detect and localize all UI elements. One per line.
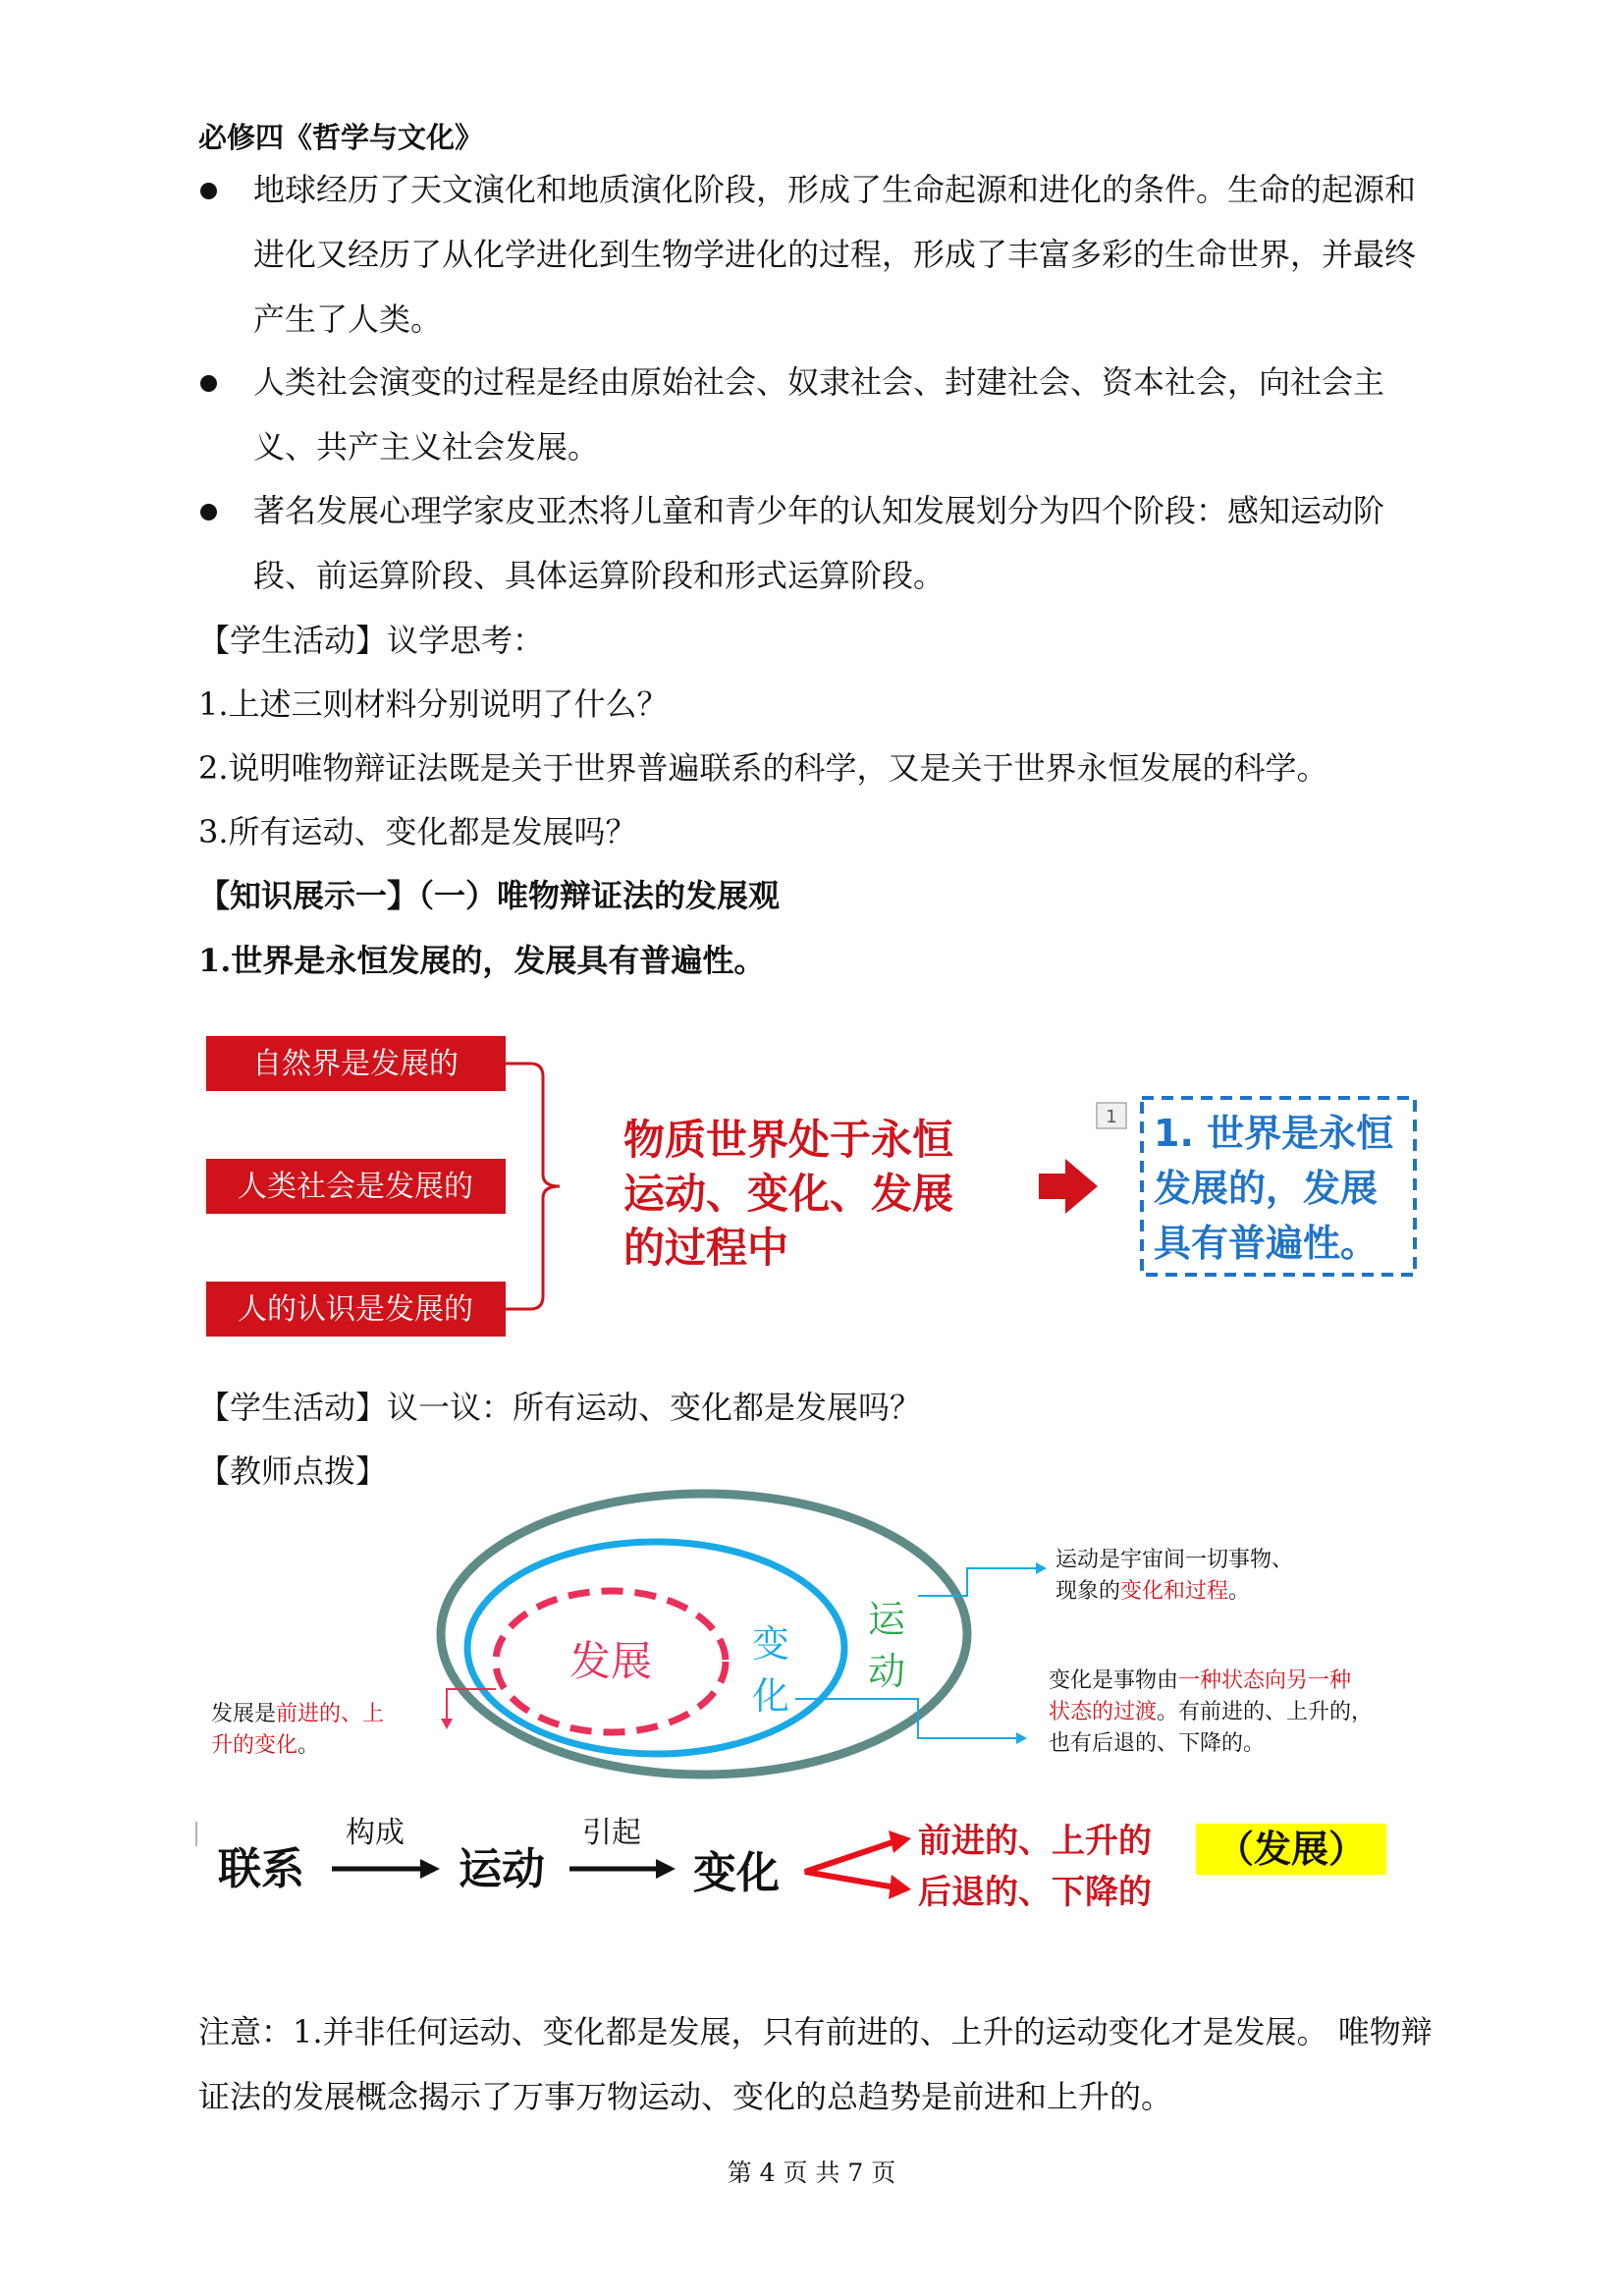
page-footer: 第 4 页 共 7 页 bbox=[727, 2159, 896, 2187]
label-development: 发展 bbox=[568, 1637, 653, 1685]
result-line-2: 发展的，发展 bbox=[1154, 1167, 1379, 1210]
course-header: 必修四《哲学与文化》 bbox=[198, 121, 484, 154]
svg-text:变化是事物由一种状态向另一种: 变化是事物由一种状态向另一种 bbox=[1049, 1668, 1352, 1693]
bullet-text: 地球经历了天文演化和地质演化阶段，形成了生命起源和进化的条件。生命的起源和进化又经历了从化学进化到生物学进化的过程，形成了丰富多彩的生命世界，并最终产生了人类。 bbox=[253, 171, 1417, 338]
word-motion: 运动 bbox=[459, 1844, 545, 1894]
note-paragraph: 注意：1.并非任何运动、变化都是发展，只有前进的、上升的运动变化才是发展。 唯物辩证法的发展概念揭示了万事万物运动、变化的总趋势是前进和上升的。 bbox=[198, 2013, 1433, 2115]
arrow-right-head-icon bbox=[420, 1859, 440, 1879]
fork-arrow-icon bbox=[805, 1841, 895, 1887]
svg-text:发展是前进的、上: 发展是前进的、上 bbox=[211, 1702, 385, 1726]
box-society-text: 人类社会是发展的 bbox=[238, 1170, 473, 1204]
question-3: 3.所有运动、变化都是发展吗？ bbox=[198, 813, 637, 850]
arrow-label-constitute: 构成 bbox=[346, 1816, 405, 1850]
label-change-1: 变 bbox=[751, 1622, 790, 1666]
teacher-guidance: 【教师点拨】 bbox=[198, 1452, 388, 1490]
question-1: 1.上述三则材料分别说明了什么？ bbox=[198, 685, 669, 723]
backward-downward: 后退的、下降的 bbox=[918, 1873, 1152, 1912]
svg-text:升的变化。: 升的变化。 bbox=[211, 1733, 320, 1758]
label-motion-1: 运 bbox=[867, 1598, 906, 1641]
fork-down-head-icon bbox=[889, 1875, 911, 1899]
svg-text:状态的过渡。有前进的、上升的，: 状态的过渡。有前进的、上升的， bbox=[1049, 1700, 1374, 1724]
center-line-3: 的过程中 bbox=[623, 1224, 789, 1272]
activity-heading: 【学生活动】议学思考： bbox=[198, 622, 545, 659]
word-connection: 联系 bbox=[218, 1844, 304, 1894]
bullet-text: 人类社会演变的过程是经由原始社会、奴隶社会、封建社会、资本社会，向社会主义、共产主义社会发展。 bbox=[253, 363, 1385, 465]
highlight-development: （发展） bbox=[1216, 1828, 1367, 1871]
point-1: 1.世界是永恒发展的，发展具有普遍性。 bbox=[198, 942, 766, 979]
label-change-2: 化 bbox=[751, 1674, 790, 1718]
fork-up-head-icon bbox=[889, 1831, 911, 1853]
tag-text: 1 bbox=[1106, 1107, 1117, 1127]
label-motion-2: 动 bbox=[867, 1650, 906, 1693]
question-2: 2.说明唯物辩证法既是关于世界普遍联系的科学，又是关于世界永恒发展的科学。 bbox=[198, 749, 1328, 787]
note-motion-line1: 运动是宇宙间一切事物、 bbox=[1055, 1548, 1294, 1572]
svg-text:也有后退的、下降的。: 也有后退的、下降的。 bbox=[1049, 1731, 1266, 1756]
svg-text:现象的变化和过程。: 现象的变化和过程。 bbox=[1055, 1579, 1251, 1604]
box-cognition-text: 人的认识是发展的 bbox=[238, 1292, 473, 1327]
forward-upward: 前进的、上升的 bbox=[918, 1822, 1152, 1861]
box-nature-text: 自然界是发展的 bbox=[252, 1047, 459, 1081]
activity-discuss: 【学生活动】议一议：所有运动、变化都是发展吗？ bbox=[198, 1389, 922, 1426]
bullet-text: 著名发展心理学家皮亚杰将儿童和青少年的认知发展划分为四个阶段：感知运动阶段、前运算阶段、具体运算阶段和形式运算阶段。 bbox=[253, 492, 1385, 594]
center-line-2: 运动、变化、发展 bbox=[623, 1170, 954, 1218]
arrow-label-cause: 引起 bbox=[582, 1816, 641, 1850]
result-line-3: 具有普遍性。 bbox=[1154, 1222, 1379, 1265]
arrow-right-head-icon bbox=[656, 1859, 676, 1879]
result-line-1: 1. 世界是永恒 bbox=[1154, 1112, 1394, 1155]
center-line-1: 物质世界处于永恒 bbox=[623, 1116, 954, 1164]
word-change: 变化 bbox=[693, 1848, 780, 1898]
knowledge-title: 【知识展示一】（一）唯物辩证法的发展观 bbox=[198, 877, 781, 914]
